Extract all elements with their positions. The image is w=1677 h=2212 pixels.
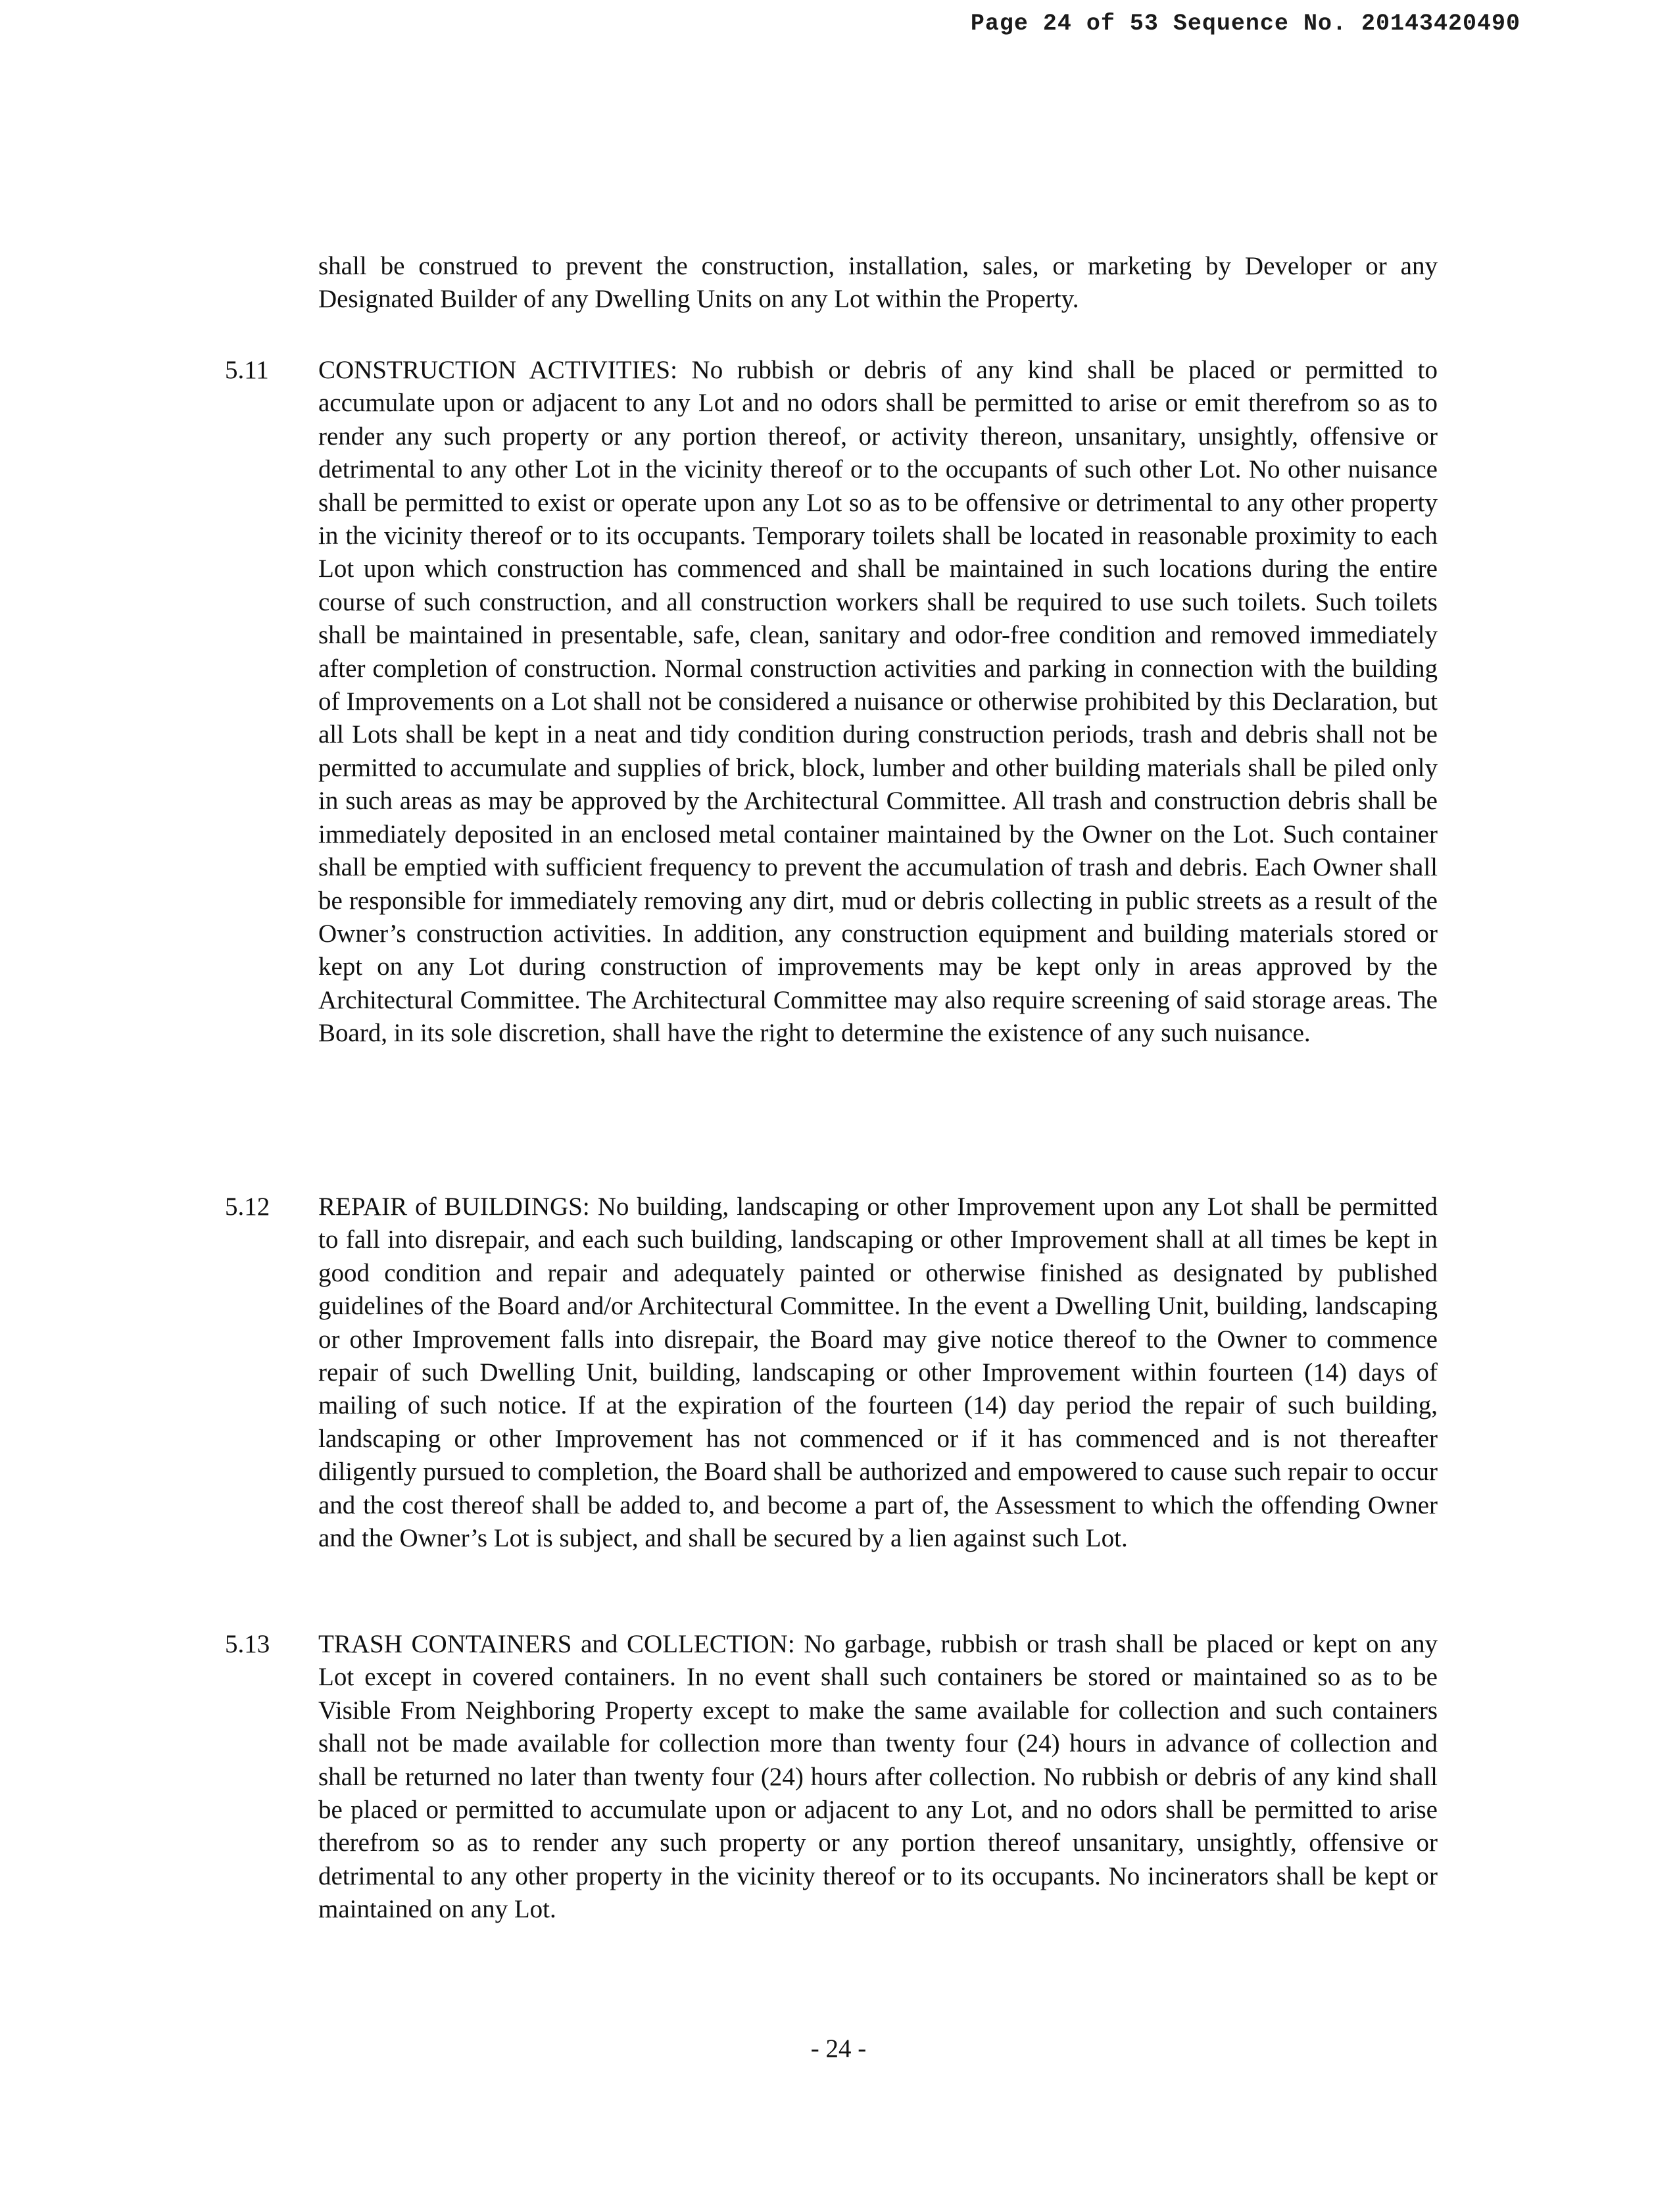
section-text: TRASH CONTAINERS and COLLECTION: No garbage, rubbish or trash shall be placed or kept on any Lot except in covered containers. In no event shall such containers be stored or maintained so as to be Visible From Neighboring Property except to make the same available for collection and such containers shall not be made available for collection more than twenty four (24) hours in advance of collection and shall be returned no later than twenty four (24) hours after collection. No rubbish or debris of any kind shall be placed or permitted to accumulate upon or adjacent to any Lot, and no odors shall be permitted to arise therefrom so as to render any such property or any portion thereof unsanitary, unsightly, offensive or detrimental to any other property in the vicinity thereof or to its occupants. No incinerators shall be kept or maintained on any Lot. [318, 1630, 1438, 1924]
intro-paragraph: shall be construed to prevent the construction, installation, sales, or marketing by Developer or any Designated Builder of any Dwelling Units on any Lot within the Property. [318, 252, 1438, 314]
section-number: 5.13 [225, 1630, 270, 1658]
section-text: REPAIR of BUILDINGS: No building, landscaping or other Improvement upon any Lot shall be permitted to fall into disrepair, and each such building, landscaping or other Improvement shall at all times be kept in good condition and repair and adequately painted or otherwise finished as designated by published guidelines of the Board and/or Architectural Committee. In the event a Dwelling Unit, building, landscaping or other Improvement falls into disrepair, the Board may give notice thereof to the Owner to commence repair of such Dwelling Unit, building, landscaping or other Improvement within fourteen (14) days of mailing of such notice. If at the expiration of the fourteen (14) day period the repair of such building, landscaping or other Improvement has not commenced or if it has commenced and is not thereafter diligently pursued to completion, the Board shall be authorized and empowered to cause such repair to occur and the cost thereof shall be added to, and become a part of, the Assessment to which the offending Owner and the Owner’s Lot is subject, and shall be secured by a lien against such Lot. [318, 1192, 1438, 1553]
section-5-11 [225, 354, 1438, 1050]
section-text: CONSTRUCTION ACTIVITIES: No rubbish or debris of any kind shall be placed or permitted to accumulate upon or adjacent to any Lot and no odors shall be permitted to arise or emit therefrom so as to render any such property or any portion thereof, or activity thereon, unsanitary, unsightly, offensive or detrimental to any other Lot in the vicinity thereof or to the occupants of such other Lot. No other nuisance shall be permitted to exist or operate upon any Lot so as to be offensive or detrimental to any other property in the vicinity thereof or to its occupants. Temporary toilets shall be located in reasonable proximity to each Lot upon which construction has commenced and shall be maintained in such locations during the entire course of such construction, and all construction workers shall be required to use such toilets. Such toilets shall be maintained in presentable, safe, clean, sanitary and odor-free condition and removed immediately after completion of construction. Normal construction activities and parking in connection with the building of Improvements on a Lot shall not be considered a nuisance or otherwise prohibited by this Declaration, but all Lots shall be kept in a neat and tidy condition during construction periods, trash and debris shall not be permitted to accumulate and supplies of brick, block, lumber and other building materials shall be piled only in such areas as may be approved by the Architectural Committee. All trash and construction debris shall be immediately deposited in an enclosed metal container maintained by the Owner on the Lot. Such container shall be emptied with sufficient frequency to prevent the accumulation of trash and debris. Each Owner shall be responsible for immediately removing any dirt, mud or debris collecting in public streets as a result of the Owner’s construction activities. In addition, any construction equipment and building materials stored or kept on any Lot during construction of improvements may be kept only in areas approved by the Architectural Committee. The Architectural Committee may also require screening of said storage areas. The Board, in its sole discretion, shall have the right to determine the existence of any such nuisance. [318, 356, 1438, 1048]
section-number: 5.12 [225, 1192, 270, 1221]
section-number: 5.11 [225, 356, 269, 384]
page-sequence-header: Page 24 of 53 Sequence No. 20143420490 [970, 11, 1520, 37]
section-5-13 [225, 1628, 1438, 1927]
page-number-footer: - 24 - [810, 2034, 867, 2063]
section-5-12 [225, 1191, 1438, 1555]
